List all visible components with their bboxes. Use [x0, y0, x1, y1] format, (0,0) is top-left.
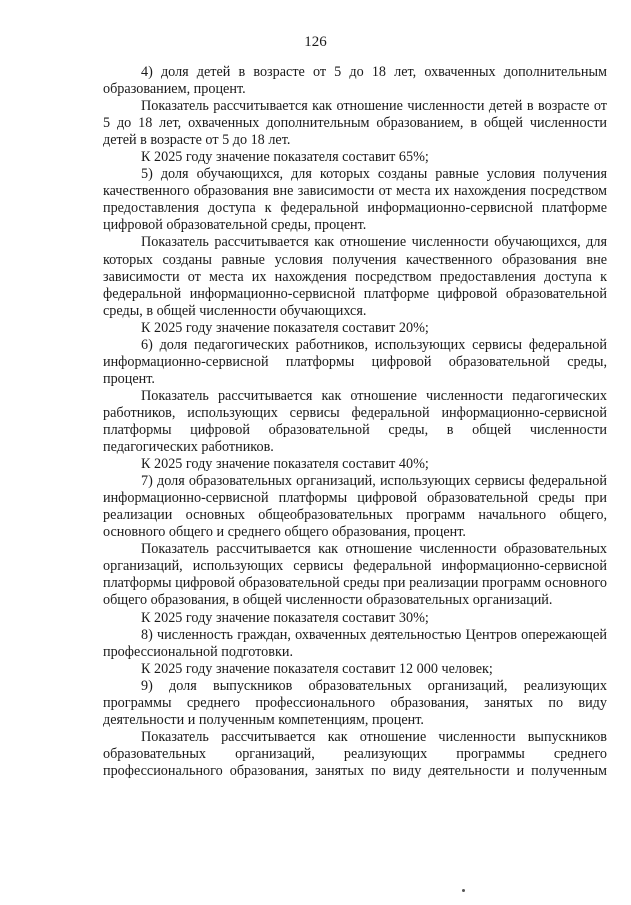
paragraph-indicator-5: 5) доля обучающихся, для которых созданы равные условия получения качественного образования вне зависимости от места их нахождения посредством предоставления доступа к федеральной информационно-сервисной платформе цифровой образовательной среды, процент. — [103, 166, 607, 234]
paragraph-method-5: Показатель рассчитывается как отношение численности обучающихся, для которых созданы равные условия получения качественного образования вне зависимости от места их нахождения посредством предоставления доступа к федеральной информационно-сервисной платформе цифровой образовательной среды, в общей численности обучающихся. — [103, 234, 607, 319]
page-number: 126 — [304, 34, 327, 50]
paragraph-method-9: Показатель рассчитывается как отношение численности выпускников образовательных организаций, реализующих программы среднего профессионального образования, занятых по виду деятельности и полученным — [103, 728, 607, 779]
document-body — [103, 64, 607, 780]
scan-speck — [462, 889, 465, 892]
paragraph-method-6: Показатель рассчитывается как отношение численности педагогических работников, использующих сервисы федеральной информационно-сервисной платформы цифровой образовательной среды, в общей численности педагогических работников. — [103, 387, 607, 456]
paragraph-indicator-6: 6) доля педагогических работников, использующих сервисы федеральной информационно-сервисной платформы цифровой образовательной среды, процент. — [103, 336, 607, 387]
paragraph-target-6: К 2025 году значение показателя составит 40%; — [141, 456, 429, 473]
paragraph-target-7: К 2025 году значение показателя составит 30%; — [141, 609, 429, 626]
paragraph-target-4: К 2025 году значение показателя составит 65%; — [141, 149, 429, 166]
paragraph-indicator-7: 7) доля образовательных организаций, использующих сервисы федеральной информационно-сервисной платформы цифровой образовательной среды при реализации основных общеобразовательных программ начального общего, основного общего и среднего общего образования, процент. — [103, 473, 607, 541]
paragraph-indicator-8: 8) численность граждан, охваченных деятельностью Центров опережающей профессиональной подготовки. — [103, 626, 607, 660]
paragraph-indicator-9: 9) доля выпускников образовательных организаций, реализующих программы среднего профессионального образования, занятых по виду деятельности и полученным компетенциям, процент. — [103, 677, 607, 728]
paragraph-target-8: К 2025 году значение показателя составит 12 000 человек; — [141, 660, 493, 677]
paragraph-target-5: К 2025 году значение показателя составит 20%; — [141, 319, 429, 336]
paragraph-indicator-4: 4) доля детей в возрасте от 5 до 18 лет, охваченных дополнительным образованием, процент. — [103, 64, 607, 98]
paragraph-method-7: Показатель рассчитывается как отношение численности образовательных организаций, использующих сервисы федеральной информационно-сервисной платформы цифровой образовательной среды при реализации программ основного общего образования, в общей численности образовательных организаций. — [103, 541, 607, 609]
paragraph-method-4: Показатель рассчитывается как отношение численности детей в возрасте от 5 до 18 лет, охваченных дополнительным образованием, в общей численности детей в возрасте от 5 до 18 лет. — [103, 98, 607, 149]
